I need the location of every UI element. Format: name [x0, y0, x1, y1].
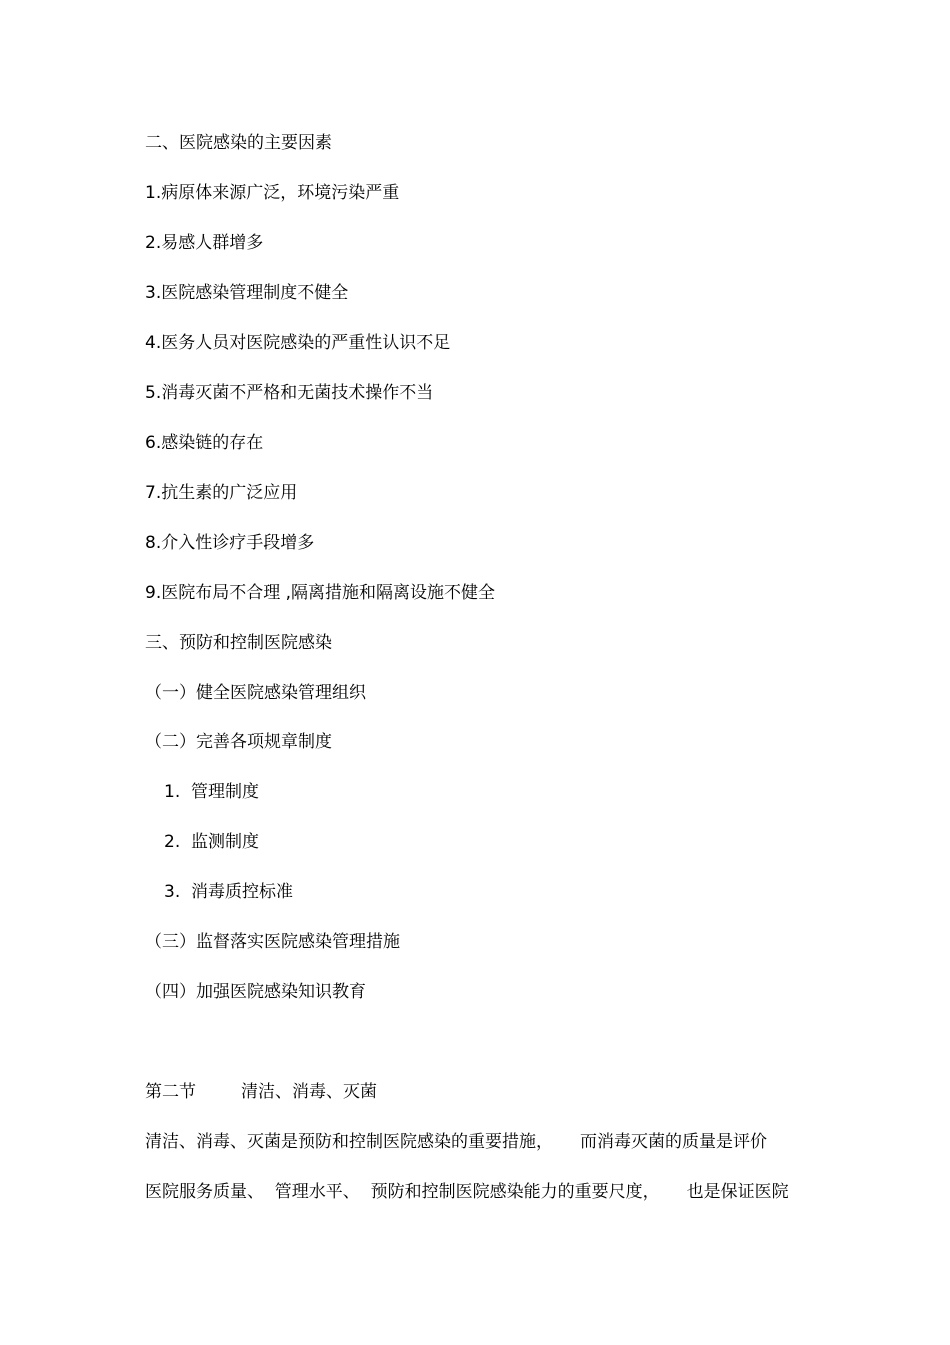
list-item: 6.感染链的存在 [145, 433, 264, 453]
list-item: 3.医院感染管理制度不健全 [145, 283, 349, 303]
subsection-item: （一）健全医院感染管理组织 [145, 683, 366, 703]
list-item: 4.医务人员对医院感染的严重性认识不足 [145, 333, 451, 353]
subsection-item: （四）加强医院感染知识教育 [145, 982, 366, 1002]
sub-list-item: 1. 管理制度 [164, 782, 260, 802]
sub-list-item: 2. 监测制度 [164, 832, 260, 852]
list-item: 8.介入性诊疗手段增多 [145, 533, 315, 553]
chapter-section-title: 清洁、消毒、灭菌 [241, 1082, 377, 1102]
subsection-item: （二）完善各项规章制度 [145, 732, 332, 752]
section-heading-2: 二、医院感染的主要因素 [145, 133, 332, 153]
list-item: 7.抗生素的广泛应用 [145, 483, 298, 503]
list-item: 5.消毒灭菌不严格和无菌技术操作不当 [145, 383, 434, 403]
chapter-section-label: 第二节 [145, 1082, 196, 1102]
sub-list-item: 3. 消毒质控标准 [164, 882, 294, 902]
subsection-item: （三）监督落实医院感染管理措施 [145, 932, 400, 952]
list-item: 2.易感人群增多 [145, 233, 264, 253]
list-item: 1.病原体来源广泛，环境污染严重 [145, 183, 400, 203]
section-heading-3: 三、预防和控制医院感染 [145, 633, 332, 653]
body-paragraph-line: 医院服务质量、 管理水平、 预防和控制医院感染能力的重要尺度， 也是保证医院 [145, 1182, 789, 1202]
body-paragraph-line: 清洁、消毒、灭菌是预防和控制医院感染的重要措施， 而消毒灭菌的质量是评价 [145, 1132, 768, 1152]
list-item: 9.医院布局不合理 ,隔离措施和隔离设施不健全 [145, 583, 496, 603]
